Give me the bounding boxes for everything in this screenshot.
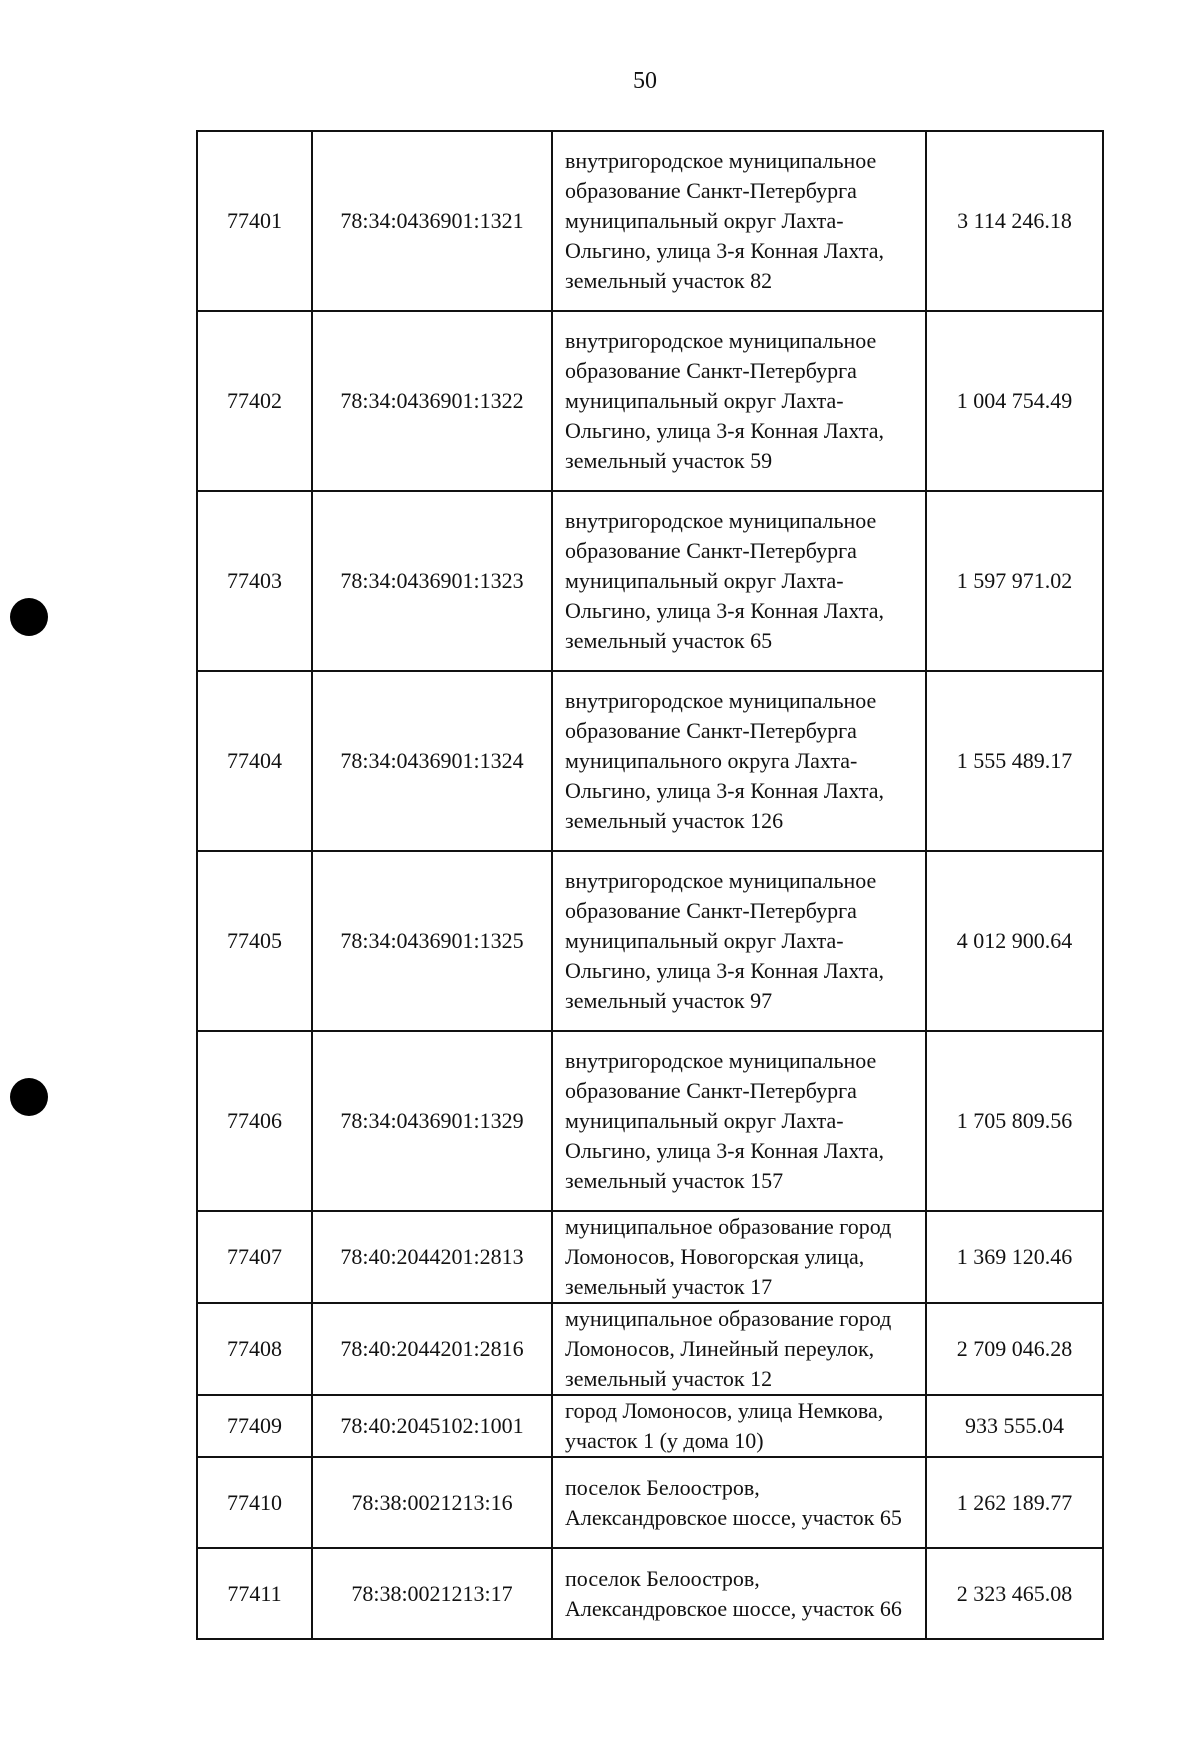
table-row bbox=[197, 1457, 1103, 1548]
plot-address: город Ломоносов, улица Немкова, участок 1 (у дома 10) bbox=[552, 1395, 926, 1457]
cadastral-value: 1 369 120.46 bbox=[926, 1211, 1103, 1303]
plot-address: внутригородское муниципальное образование Санкт-Петербурга муниципального округа Лахта-Ольгино, улица 3-я Конная Лахта, земельный участок 126 bbox=[552, 671, 926, 851]
punch-hole-mark bbox=[10, 598, 48, 636]
cadastral-value: 3 114 246.18 bbox=[926, 131, 1103, 311]
table-row bbox=[197, 1548, 1103, 1639]
row-number: 77404 bbox=[197, 671, 312, 851]
cadastral-value: 1 555 489.17 bbox=[926, 671, 1103, 851]
plot-address: внутригородское муниципальное образование Санкт-Петербурга муниципальный округ Лахта-Ольгино, улица 3-я Конная Лахта, земельный участок 82 bbox=[552, 131, 926, 311]
plot-address: внутригородское муниципальное образование Санкт-Петербурга муниципальный округ Лахта-Ольгино, улица 3-я Конная Лахта, земельный участок 157 bbox=[552, 1031, 926, 1211]
row-number: 77405 bbox=[197, 851, 312, 1031]
row-number: 77410 bbox=[197, 1457, 312, 1548]
table-row bbox=[197, 491, 1103, 671]
row-number: 77409 bbox=[197, 1395, 312, 1457]
page-number: 50 bbox=[633, 68, 657, 94]
cadastral-number: 78:34:0436901:1325 bbox=[312, 851, 552, 1031]
cadastral-value: 933 555.04 bbox=[926, 1395, 1103, 1457]
table-row bbox=[197, 671, 1103, 851]
row-number: 77401 bbox=[197, 131, 312, 311]
row-number: 77402 bbox=[197, 311, 312, 491]
cadastral-number: 78:34:0436901:1324 bbox=[312, 671, 552, 851]
row-number: 77407 bbox=[197, 1211, 312, 1303]
row-number: 77406 bbox=[197, 1031, 312, 1211]
cadastral-value: 1 705 809.56 bbox=[926, 1031, 1103, 1211]
cadastral-number: 78:40:2045102:1001 bbox=[312, 1395, 552, 1457]
cadastral-number: 78:34:0436901:1323 bbox=[312, 491, 552, 671]
table-row bbox=[197, 851, 1103, 1031]
table-row bbox=[197, 1395, 1103, 1457]
cadastral-value: 1 597 971.02 bbox=[926, 491, 1103, 671]
row-number: 77408 bbox=[197, 1303, 312, 1395]
plot-address: внутригородское муниципальное образование Санкт-Петербурга муниципальный округ Лахта-Ольгино, улица 3-я Конная Лахта, земельный участок 65 bbox=[552, 491, 926, 671]
plot-address: муниципальное образование город Ломоносов, Линейный переулок, земельный участок 12 bbox=[552, 1303, 926, 1395]
cadastral-value: 2 709 046.28 bbox=[926, 1303, 1103, 1395]
plot-address: внутригородское муниципальное образование Санкт-Петербурга муниципальный округ Лахта-Ольгино, улица 3-я Конная Лахта, земельный участок 97 bbox=[552, 851, 926, 1031]
plot-address: поселок Белоостров, Александровское шоссе, участок 66 bbox=[552, 1548, 926, 1639]
cadastral-number: 78:40:2044201:2813 bbox=[312, 1211, 552, 1303]
plot-address: муниципальное образование город Ломоносов, Новогорская улица, земельный участок 17 bbox=[552, 1211, 926, 1303]
table-row bbox=[197, 131, 1103, 311]
plot-address: поселок Белоостров, Александровское шоссе, участок 65 bbox=[552, 1457, 926, 1548]
cadastral-value: 1 004 754.49 bbox=[926, 311, 1103, 491]
cadastral-value: 1 262 189.77 bbox=[926, 1457, 1103, 1548]
row-number: 77403 bbox=[197, 491, 312, 671]
cadastral-number: 78:40:2044201:2816 bbox=[312, 1303, 552, 1395]
table-row bbox=[197, 1031, 1103, 1211]
table-row bbox=[197, 1211, 1103, 1303]
cadastral-number: 78:38:0021213:17 bbox=[312, 1548, 552, 1639]
row-number: 77411 bbox=[197, 1548, 312, 1639]
cadastral-number: 78:34:0436901:1329 bbox=[312, 1031, 552, 1211]
punch-hole-mark bbox=[10, 1078, 48, 1116]
table-row bbox=[197, 1303, 1103, 1395]
cadastral-number: 78:34:0436901:1322 bbox=[312, 311, 552, 491]
cadastral-value: 2 323 465.08 bbox=[926, 1548, 1103, 1639]
cadastral-value: 4 012 900.64 bbox=[926, 851, 1103, 1031]
table-row bbox=[197, 311, 1103, 491]
cadastral-number: 78:38:0021213:16 bbox=[312, 1457, 552, 1548]
cadastral-number: 78:34:0436901:1321 bbox=[312, 131, 552, 311]
plot-address: внутригородское муниципальное образование Санкт-Петербурга муниципальный округ Лахта-Ольгино, улица 3-я Конная Лахта, земельный участок 59 bbox=[552, 311, 926, 491]
land-plot-registry-table bbox=[196, 130, 1104, 1640]
